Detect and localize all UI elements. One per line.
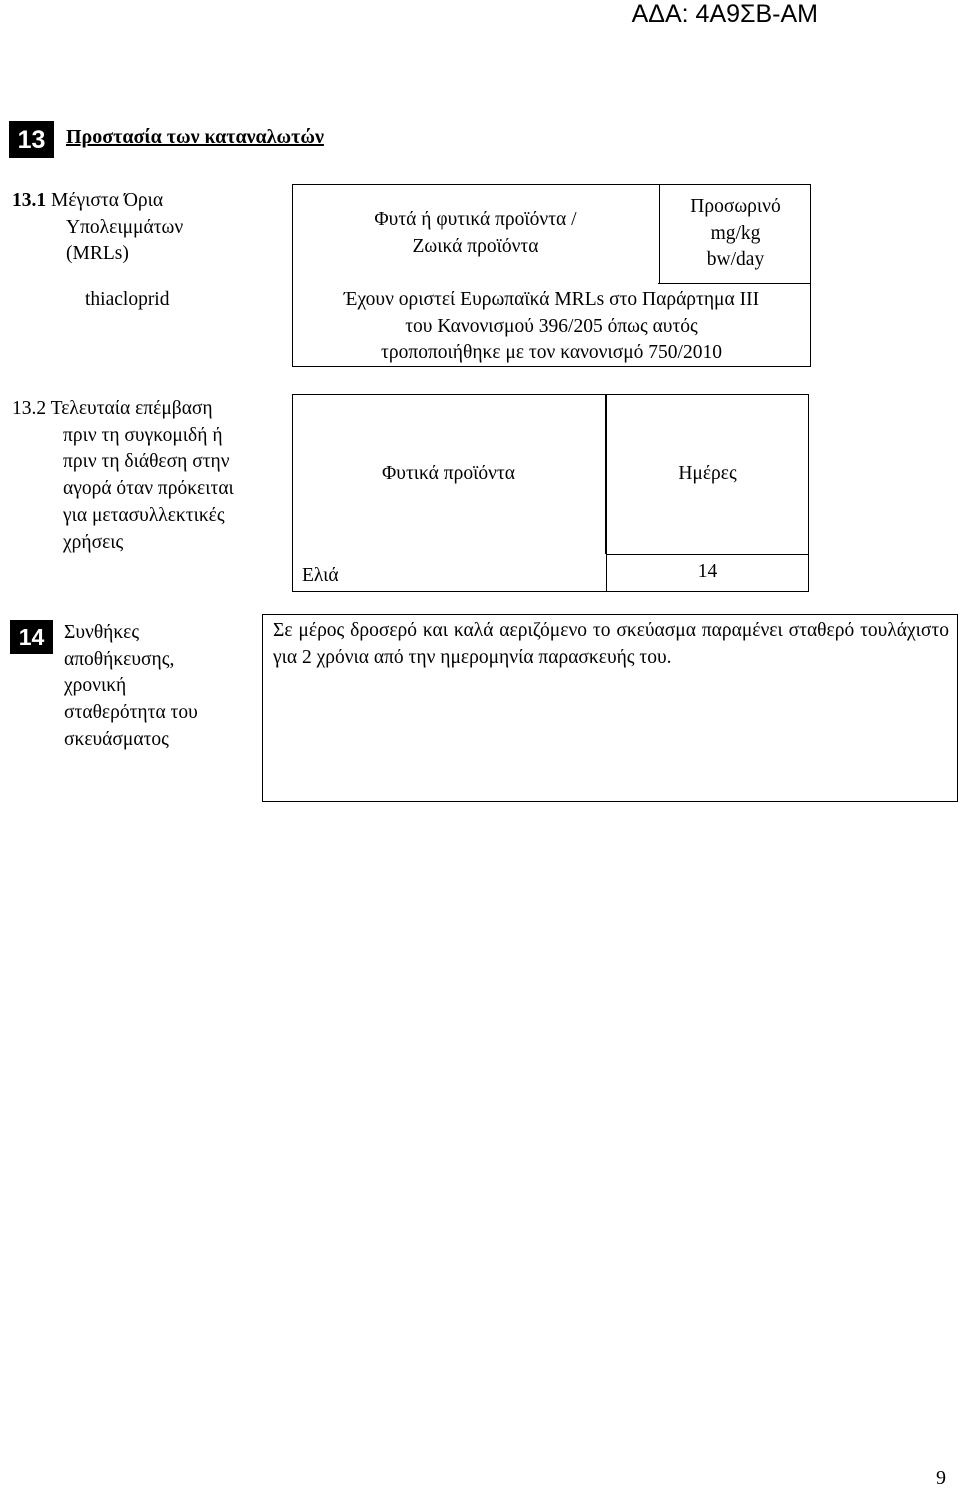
active-substance: thiacloprid bbox=[85, 289, 170, 310]
mrl-header-provisional-line1: Προσωρινό bbox=[690, 195, 781, 217]
preharvest-days-cell: 14 bbox=[697, 561, 718, 582]
section-14-number: 14 bbox=[10, 620, 53, 654]
subsection-13-2-label bbox=[12, 396, 282, 556]
subsection-13-1-line1: Μέγιστα Όρια bbox=[51, 190, 164, 211]
mrl-header-products-line2: Ζωικά προϊόντα bbox=[412, 236, 539, 257]
page-number: 9 bbox=[936, 1467, 946, 1489]
section-13-number: 13 bbox=[9, 121, 54, 158]
preharvest-header-products: Φυτικά προϊόντα bbox=[292, 394, 606, 554]
subsection-13-2-line3: πριν τη διάθεση στην bbox=[63, 451, 230, 473]
mrl-note bbox=[292, 287, 811, 367]
subsection-13-1-number: 13.1 bbox=[12, 190, 47, 211]
section-14-line1: Συνθήκες bbox=[64, 622, 140, 643]
ada-code: ΑΔΑ: 4Α9ΣΒ-ΑΜ bbox=[631, 0, 818, 28]
mrl-header-provisional-line2: mg/kg bbox=[710, 222, 761, 244]
subsection-13-1-label bbox=[12, 188, 252, 268]
subsection-13-2-line2: πριν τη συγκομιδή ή bbox=[63, 424, 223, 446]
section-13-title: Προστασία των καταναλωτών bbox=[66, 126, 324, 148]
storage-text: Σε μέρος δροσερό και καλά αεριζόμενο το σκεύασμα παραμένει σταθερό τουλάχιστο για 2 χρόνια από την ημερομηνία παρασκευής του. bbox=[273, 620, 949, 668]
subsection-13-2-line5: για μετασυλλεκτικές bbox=[63, 504, 225, 526]
section-14-line2: αποθήκευσης, bbox=[64, 648, 175, 670]
subsection-13-2-number: 13.2 bbox=[12, 398, 47, 419]
mrl-header-products-line1: Φυτά ή φυτικά προϊόντα / bbox=[374, 209, 577, 231]
mrl-header-products bbox=[292, 184, 660, 284]
section-14-line5: σκευάσματος bbox=[64, 728, 169, 750]
mrl-note-line1: Έχουν οριστεί Ευρωπαϊκά MRLs στο Παράρτημα ΙΙΙ bbox=[343, 289, 760, 310]
mrl-header-provisional bbox=[660, 184, 811, 284]
section-14-line3: χρονική bbox=[64, 675, 127, 697]
subsection-13-2-line4: αγορά όταν πρόκειται bbox=[63, 478, 234, 500]
mrl-note-line3: τροποποιήθηκε με τον κανονισμό 750/2010 bbox=[381, 342, 722, 364]
subsection-13-1-line2: Υπολειμμάτων bbox=[66, 216, 184, 238]
preharvest-header-days: Ημέρες bbox=[678, 462, 737, 484]
preharvest-row-divider bbox=[606, 554, 809, 555]
subsection-13-1-line3: (MRLs) bbox=[66, 243, 129, 265]
subsection-13-2-line6: χρήσεις bbox=[63, 531, 124, 553]
section-14-line4: σταθερότητα του bbox=[64, 702, 198, 724]
preharvest-crop-cell: Ελιά bbox=[302, 565, 339, 586]
mrl-note-line2: του Κανονισμού 396/205 όπως αυτός bbox=[405, 315, 698, 337]
mrl-header-divider bbox=[658, 283, 811, 284]
section-14-label bbox=[64, 620, 254, 754]
mrl-header-provisional-line3: bw/day bbox=[706, 249, 765, 271]
subsection-13-2-line1: Τελευταία επέμβαση bbox=[50, 398, 213, 419]
